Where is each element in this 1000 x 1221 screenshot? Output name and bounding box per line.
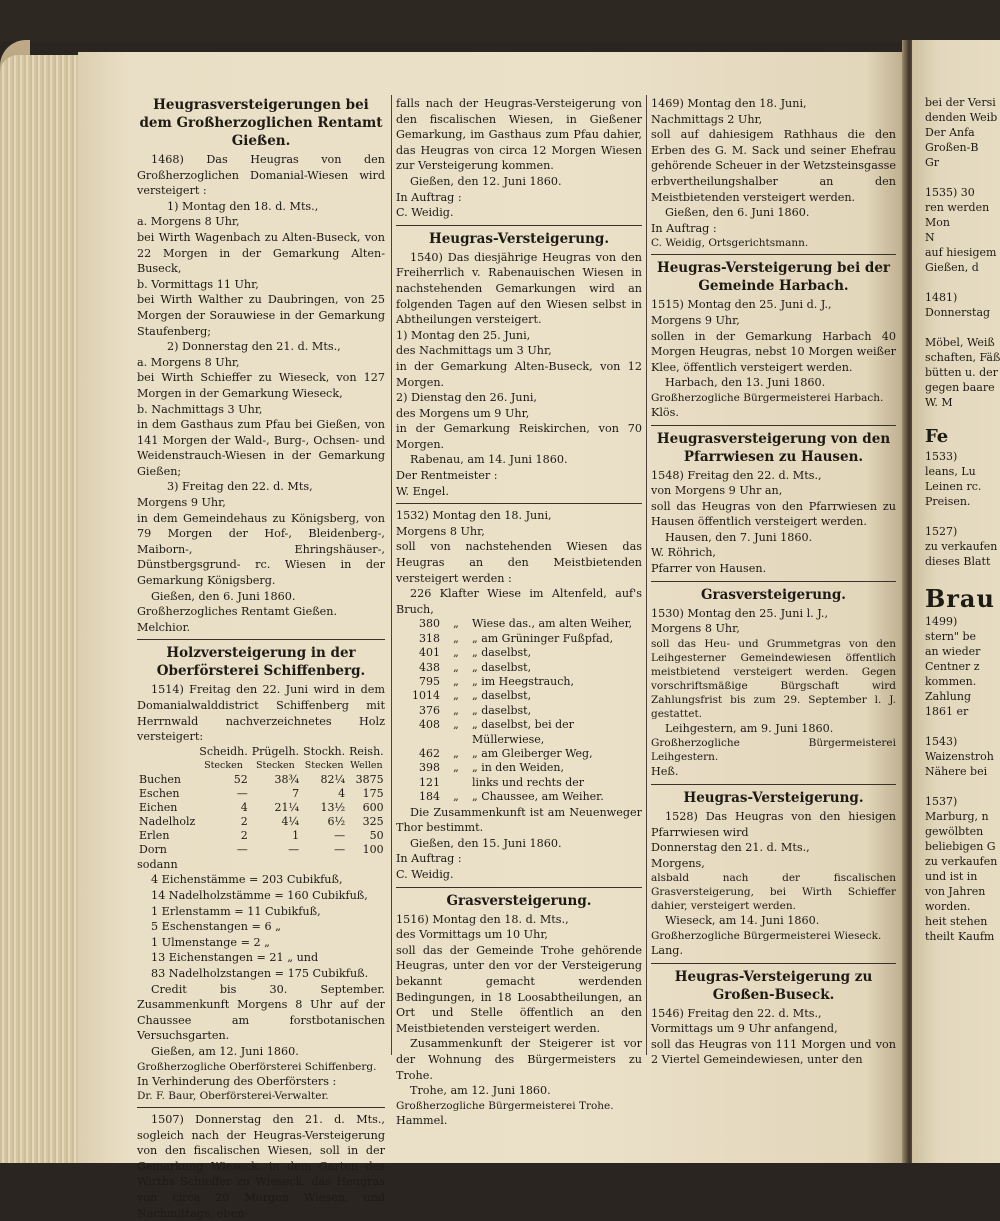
table-cell: 3875 [355, 772, 384, 786]
facing-page-line: heit stehen [925, 915, 988, 928]
authority: Großherzogliche Bürgermeisterei Harbach. [651, 391, 884, 404]
facing-page-line: Mon [925, 216, 950, 229]
notice-1469: 1469) Montag den 18. Juni, [651, 97, 807, 110]
table-row [137, 801, 386, 815]
item-text: soll das Heu- und Grummetgras von den Leihgesterner Gemeindewiesen öffentlich meistbietend versteigert werden. Gegen vorschriftsmäßige Bürgschaft wird Zahlungsfrist bis zum 29. September l. J. gestattet. [651, 637, 896, 720]
separator [137, 1107, 385, 1108]
separator [651, 425, 896, 426]
table-cell: „ [453, 703, 459, 717]
signature: Melchior. [137, 620, 191, 634]
table-row [137, 787, 386, 801]
heading-grossen-buseck: Heugras-Versteigerung zu Großen-Buseck. [674, 968, 873, 1003]
separator [137, 639, 385, 640]
table-cell: 2 [240, 828, 248, 842]
table-cell: Stecken [204, 759, 243, 771]
item-text: 14 Nadelholzstämme = 160 Cubikfuß, [151, 888, 368, 902]
table-cell: Nadelholz [139, 814, 196, 828]
signature: Dr. F. Baur, Oberförsterei-Verwalter. [137, 1090, 329, 1103]
item-text: von Morgens 9 Uhr an, [651, 484, 783, 498]
notice-1514: 1514) Freitag den 22. Juni wird in dem Domanialwalddistrict Schiffenberg mit Herrnwald nachverzeichnetes Holz versteigert: [137, 683, 385, 744]
column-divider [391, 95, 392, 1055]
table-cell: 52 [233, 772, 248, 786]
facing-page-line: 1861 er [925, 705, 969, 718]
facing-page-line: W. M [925, 396, 953, 409]
table-cell: „ am Gleiberger Weg, [472, 747, 593, 761]
table-cell: 13½ [320, 800, 346, 814]
table-cell: 4 [240, 800, 248, 814]
table-cell: 2 [240, 814, 248, 828]
table-cell: 4¼ [281, 814, 300, 828]
table-cell: „ [453, 718, 459, 732]
facing-page-line: Preisen. [925, 495, 971, 508]
notice-1528: 1528) Das Heugras von den hiesigen Pfarrwiesen wird [651, 810, 896, 839]
table-cell: — [334, 828, 346, 842]
table-cell: 6½ [327, 814, 346, 828]
facing-page-line: Zahlung [925, 690, 972, 703]
item-text: alsbald nach der fiscalischen Grasversteigerung, bei Wirth Schieffer dahier, versteigert werden. [651, 872, 896, 913]
table-cell: „ [453, 617, 459, 631]
table-cell: 4 [338, 786, 346, 800]
table-cell: — [334, 842, 346, 856]
item-text: Nachmittags 2 Uhr, [651, 112, 763, 126]
facing-page-line: Centner z [925, 660, 980, 673]
table-cell [137, 745, 197, 759]
table-row [137, 773, 386, 787]
item-text: des Vormittags um 10 Uhr, [396, 928, 548, 942]
table-cell: Eschen [139, 786, 180, 800]
table-cell: 376 [419, 703, 440, 717]
signature: C. Weidig. [396, 206, 454, 220]
table-cell: „ [453, 761, 459, 775]
facing-page-line: Brau [925, 584, 995, 613]
signature: Klös. [651, 405, 679, 419]
table-cell: Erlen [139, 828, 170, 842]
separator [396, 503, 642, 504]
facing-page-line: Donnerstag [925, 306, 991, 319]
table-cell: 50 [369, 828, 384, 842]
table-cell: 600 [362, 800, 384, 814]
table-cell: 184 [419, 790, 440, 804]
table-cell: 795 [419, 675, 440, 689]
notice-1540: 1540) Das diesjährige Heugras von den Freiherrlich v. Rabenauischen Wiesen in nachstehenden Gemarkungen wird an folgenden Tagen auf den Wiesen selbst in Abtheilungen versteigert. [396, 250, 642, 327]
facing-page-line [925, 275, 1000, 290]
signature: C. Weidig. [396, 868, 454, 882]
item-text: Credit bis 30. September. Zusammenkunft Morgens 8 Uhr auf der Chaussee am forstbotanischen Versuchsgarten. [137, 982, 385, 1043]
item-text: soll von nachstehenden Wiesen das Heugras an den Meistbietenden versteigert werden : [396, 540, 642, 585]
notice-1515: 1515) Montag den 25. Juni d. J., [651, 298, 832, 312]
facing-page-line: leans, Lu [925, 465, 976, 478]
table-cell: 1 [292, 828, 300, 842]
facing-page-line: denden Weib [925, 111, 998, 124]
date-line: Leihgestern, am 9. Juni 1860. [665, 721, 834, 735]
table-cell: „ daselbst, [472, 703, 532, 717]
item-text: soll auf dahiesigem Rathhaus die den Erben des G. M. Sack und seiner Ehefrau gehörende Scheuer in der Wetzsteinsgasse erbvertheilungshalber an den Meistbietenden versteigert werden. [651, 128, 896, 204]
facing-page-line: an wieder [925, 645, 981, 658]
facing-page-line [925, 410, 1000, 425]
facing-page-line: zu verkaufen [925, 855, 998, 868]
date-line: Gießen, am 12. Juni 1860. [151, 1044, 299, 1058]
signature: Pfarrer von Hausen. [651, 562, 767, 576]
date-line: Gießen, den 15. Juni 1860. [410, 836, 562, 850]
item-text: b. Vormittags 11 Uhr, [137, 277, 259, 291]
dark-background [0, 0, 1000, 42]
item-text: In Auftrag : [396, 190, 462, 204]
facing-page-line [925, 509, 1000, 524]
facing-page-line: bei der Versi [925, 96, 996, 109]
item-text: soll das Heugras von den Pfarrwiesen zu Hausen öffentlich versteigert werden. [651, 499, 896, 529]
item-text: Morgens 8 Uhr, [396, 524, 485, 538]
signature: W. Engel. [396, 484, 449, 498]
table-row [137, 829, 386, 843]
wood-table [137, 745, 386, 857]
date-line: Gießen, den 6. Juni 1860. [665, 206, 810, 220]
facing-page-line: Waizenstroh [925, 750, 994, 763]
notice-1507: 1507) Donnerstag den 21. d. Mts., sogleich nach der Heugras-Versteigerung von den fiscalischen Wiesen, soll in der Gemarkung Wieseck, in dem Garten des Wirths Schieffer zu Wieseck, das Heugras von circa 20 Morgen Wiesen, und Nachmittags, eben- [137, 1113, 385, 1220]
item-text: bei Wirth Wagenbach zu Alten-Buseck, von 22 Morgen in der Gemarkung Alten-Buseck, [137, 230, 385, 276]
date-line: Gießen, den 12. Juni 1860. [410, 174, 562, 188]
table-row [396, 747, 642, 761]
authority: Großherzogliche Bürgermeisterei Wieseck. [651, 930, 882, 942]
signature: Heß. [651, 765, 679, 779]
table-cell: — [288, 842, 300, 856]
date-line: Rabenau, am 14. Juni 1860. [410, 453, 568, 467]
table-cell: Stecken [256, 759, 295, 771]
table-cell: — [236, 842, 248, 856]
facing-page-line: kommen. [925, 675, 977, 688]
date-line: Wieseck, am 14. Juni 1860. [665, 914, 820, 928]
table-row [396, 675, 642, 689]
facing-page-line: beliebigen G [925, 840, 996, 853]
item-text: 4 Eichenstämme = 203 Cubikfuß, [151, 873, 343, 887]
table-cell: „ [453, 790, 459, 804]
date-line: Trohe, am 12. Juni 1860. [410, 1084, 551, 1098]
facing-page-line: 1533) [925, 450, 958, 463]
facing-page-line [925, 779, 1000, 794]
table-cell: „ daselbst, bei der Müllerwiese, [472, 718, 574, 746]
item-text: soll das Heugras von 111 Morgen und von 2 Viertel Gemeindewiesen, unter den [651, 1037, 896, 1067]
table-cell: „ [453, 631, 459, 645]
facing-page-line: schaften, Fäß [925, 351, 1000, 364]
table-row [396, 761, 642, 775]
separator [651, 581, 896, 582]
table-cell: 175 [362, 786, 384, 800]
item-text: a. Morgens 8 Uhr, [137, 215, 240, 229]
item-text: 83 Nadelholzstangen = 175 Cubikfuß. [151, 966, 369, 980]
item-text: 226 Klafter Wiese im Altenfeld, auf's Bruch, [396, 587, 642, 616]
facing-page-line [925, 320, 1000, 335]
date-line: Hausen, den 7. Juni 1860. [665, 530, 813, 544]
item-text: In Auftrag : [651, 221, 717, 235]
table-cell: Dorn [139, 842, 167, 856]
table-cell: — [236, 786, 248, 800]
table-cell: 438 [419, 660, 440, 674]
facing-page-line: 1535) 30 [925, 186, 975, 199]
table-row [396, 646, 642, 660]
separator [651, 784, 896, 785]
separator [396, 887, 642, 888]
item-text: b. Nachmittags 3 Uhr, [137, 402, 263, 416]
table-row [396, 718, 642, 747]
table-cell: Stecken [304, 759, 344, 771]
table-cell: 7 [292, 786, 300, 800]
table-cell: 1014 [412, 689, 440, 703]
table-cell: 318 [419, 631, 440, 645]
separator [651, 963, 896, 964]
table-cell [137, 759, 197, 773]
facing-page-line: Leinen rc. [925, 480, 982, 493]
facing-page-line: 1527) [925, 525, 958, 538]
table-row [396, 790, 642, 804]
facing-page-line: theilt Kaufm [925, 930, 995, 943]
heading-heugras: Heugras-Versteigerung. [428, 230, 610, 247]
table-cell: 82¼ [320, 772, 346, 786]
facing-page-line: Marburg, n [925, 810, 989, 823]
notice-1546: 1546) Freitag den 22. d. Mts., [651, 1006, 822, 1020]
date-line: Gießen, den 6. Juni 1860. [151, 589, 296, 603]
item-text: Morgens 8 Uhr, [651, 622, 740, 636]
column-divider [646, 95, 647, 1055]
table-cell: 100 [362, 842, 384, 856]
table-cell: 408 [419, 718, 440, 732]
item-text: sollen in der Gemarkung Harbach 40 Morgen Heugras, nebst 10 Morgen weißer Klee, öffentlich versteigert werden. [651, 329, 896, 374]
facing-page-line: Gr [925, 156, 940, 169]
item-text: 1 Ulmenstange = 2 „ [151, 935, 270, 949]
table-cell: „ Chaussee, am Weiher. [472, 790, 604, 804]
item-text: des Morgens um 9 Uhr, [396, 406, 530, 420]
table-cell: 38¾ [274, 772, 300, 786]
table-cell: „ in den Weiden, [472, 761, 564, 775]
facing-page-line: dieses Blatt [925, 555, 991, 568]
facing-page-line: 1499) [925, 615, 958, 628]
facing-page-line: Großen-B [925, 141, 979, 154]
table-cell [442, 776, 470, 790]
item-text: In Auftrag : [396, 852, 462, 866]
facing-page-line: Möbel, Weiß [925, 336, 995, 349]
signature: C. Weidig, Ortsgerichtsmann. [651, 237, 809, 250]
item-text: 1) Montag den 25. Juni, [396, 328, 531, 342]
signature: W. Röhrich, [651, 546, 716, 560]
column-1 [137, 96, 385, 1221]
table-row [396, 776, 642, 790]
item-text: Morgens 9 Uhr, [137, 496, 226, 510]
facing-page-line: Fe [925, 426, 949, 447]
item-text: in der Gemarkung Alten-Buseck, von 12 Morgen. [396, 359, 642, 389]
separator [651, 254, 896, 255]
item-text: a. Morgens 8 Uhr, [137, 355, 240, 369]
lots-table [396, 617, 642, 804]
item-text: Die Zusammenkunft ist am Neuenweger Thor bestimmt. [396, 805, 642, 835]
table-row [396, 617, 642, 631]
item-text: in dem Gemeindehaus zu Königsberg, von 79 Morgen der Hof-, Bleidenberg-, Maiborn-, Ehringshäuser-, Dünstbergsgrund- rc. Wiesen in der Gemarkung Königsberg. [137, 511, 385, 588]
table-cell: „ [453, 646, 459, 660]
facing-page-line: Nähere bei [925, 765, 988, 778]
item-text: 2) Donnerstag den 21. d. Mts., [167, 340, 341, 354]
item-text: bei Wirth Schieffer zu Wieseck, von 127 Morgen in der Gemarkung Wieseck, [137, 371, 385, 400]
item-text: Der Rentmeister : [396, 469, 498, 483]
facing-page-text [925, 95, 1000, 944]
facing-page-line: auf hiesigem [925, 246, 997, 259]
item-text: Morgens 9 Uhr, [651, 313, 740, 327]
table-row [137, 815, 386, 829]
signature: Hammel. [396, 1113, 448, 1127]
heading-holz: Holzversteigerung in der Oberförsterei Schiffenberg. [156, 645, 366, 680]
notice-1468: 1468) Das Heugras von den Großherzoglichen Domanial-Wiesen wird versteigert : [137, 153, 385, 198]
table-cell: „ daselbst, [472, 689, 532, 703]
item-text: 3) Freitag den 22. d. Mts, [167, 480, 313, 494]
authority: Großherzogliche Bürgermeisterei Leihgestern. [651, 737, 896, 764]
item-text: in der Gemarkung Reiskirchen, von 70 Morgen. [396, 422, 642, 451]
table-row [396, 661, 642, 675]
table-cell: „ [453, 660, 459, 674]
item-text: 5 Eschenstangen = 6 „ [151, 920, 281, 934]
facing-page-line: gewölbten [925, 825, 984, 838]
facing-page-line: worden. [925, 900, 971, 913]
facing-page-line [925, 719, 1000, 734]
item-text: 1 Erlenstamm = 11 Cubikfuß, [151, 904, 321, 918]
heading-gras: Grasversteigerung. [446, 892, 592, 909]
table-cell: Wellen [350, 759, 383, 771]
table-cell: Buchen [139, 772, 182, 786]
item-text: 13 Eichenstangen = 21 „ und [151, 951, 319, 965]
item-text: Vormittags um 9 Uhr anfangend, [651, 1022, 838, 1036]
table-cell: 401 [419, 646, 440, 660]
item-text: Donnerstag den 21. d. Mts., [651, 841, 810, 855]
table-cell: „ daselbst, [472, 646, 532, 660]
column-3 [651, 96, 896, 1068]
authority: Großherzogliches Rentamt Gießen. [137, 605, 338, 619]
item-text: bei Wirth Walther zu Daubringen, von 25 Morgen der Sorauwiese in der Gemarkung Staufenberg; [137, 293, 385, 338]
column-2 [396, 96, 642, 1128]
item-text: 1) Montag den 18. d. Mts., [167, 199, 319, 213]
facing-page-line: von Jahren [925, 885, 986, 898]
table-cell: „ im Heegstrauch, [472, 675, 575, 689]
facing-page-line: stern" be [925, 630, 977, 643]
separator [396, 225, 642, 226]
table-cell: 21¼ [274, 800, 300, 814]
item-text: in dem Gasthaus zum Pfau bei Gießen, von 141 Morgen der Wald-, Burg-, Ochsen- und Weidenstrauch-Wiesen in der Gemarkung Gießen; [137, 418, 385, 478]
table-cell: „ [453, 747, 459, 761]
facing-page-line [925, 569, 1000, 584]
table-cell: 325 [362, 814, 384, 828]
table-cell: 380 [419, 617, 440, 631]
table-row [396, 704, 642, 718]
item-text: falls nach der Heugras-Versteigerung von den fiscalischen Wiesen, in Gießener Gemarkung, im Gasthaus zum Pfau dahier, das Heugras von circa 12 Morgen Wiesen zur Versteigerung kommen. [396, 97, 642, 173]
facing-page-line: gegen baare [925, 381, 995, 394]
table-row [396, 632, 642, 646]
notice-1532: 1532) Montag den 18. Juni, [396, 509, 552, 523]
facing-page-line: Gießen, d [925, 261, 979, 274]
facing-page-line: und ist in [925, 870, 978, 883]
table-cell: Scheidh. [199, 744, 248, 758]
authority: Großherzogliche Oberförsterei Schiffenberg. [137, 1060, 377, 1073]
table-cell: links und rechts der [472, 775, 585, 789]
facing-page-line: 1543) [925, 735, 958, 748]
table-cell: Stockh. [303, 744, 346, 758]
table-cell: „ am Grüninger Fußpfad, [472, 631, 614, 645]
item-text: In Verhinderung des Oberförsters : [137, 1074, 337, 1088]
facing-page-line: zu verkaufen [925, 540, 998, 553]
table-row [396, 689, 642, 703]
page-edges [0, 55, 80, 1163]
heading-grasversteigerung: Grasversteigerung. [701, 586, 846, 603]
table-cell: 398 [419, 761, 440, 775]
notice-1548: 1548) Freitag den 22. d. Mts., [651, 468, 822, 482]
signature: Lang. [651, 944, 684, 957]
item-text: des Nachmittags um 3 Uhr, [396, 344, 552, 358]
facing-page-line [925, 170, 1000, 185]
item-text: Zusammenkunft der Steigerer ist vor der Wohnung des Bürgermeisters zu Trohe. [396, 1037, 642, 1082]
item-text: 2) Dienstag den 26. Juni, [396, 391, 537, 405]
item-text: sodann [137, 857, 178, 871]
heading-rentamt: Heugrasversteigerungen bei dem Großherzoglichen Rentamt Gießen. [139, 97, 383, 149]
facing-page-line: Der Anfa [925, 126, 975, 139]
heading-wieseck: Heugras-Versteigerung. [683, 790, 864, 807]
heading-harbach: Heugras-Versteigerung bei der Gemeinde Harbach. [656, 260, 891, 295]
table-cell: 462 [419, 747, 440, 761]
notice-1530: 1530) Montag den 25. Juni l. J., [651, 606, 829, 620]
facing-page-line: 1481) [925, 291, 958, 304]
heading-hausen: Heugrasversteigerung von den Pfarrwiesen zu Hausen. [656, 430, 891, 465]
facing-page-line: bütten u. der [925, 366, 998, 379]
notice-1516: 1516) Montag den 18. d. Mts., [396, 912, 569, 926]
item-text: Morgens, [651, 856, 705, 870]
table-cell: Wiese das., am alten Weiher, [472, 617, 633, 631]
table-cell: Reish. [349, 744, 384, 758]
table-cell: Eichen [139, 800, 178, 814]
table-cell: „ [453, 689, 459, 703]
authority: Großherzogliche Bürgermeisterei Trohe. [396, 1099, 614, 1112]
facing-page-line: 1537) [925, 795, 958, 808]
item-text: soll das der Gemeinde Trohe gehörende Heugras, unter den vor der Versteigerung bekannt gemacht werdenden Bedingungen, in 18 Loosabtheilungen, an Ort und Stelle öffentlich an den Meistbietenden versteigert werden. [396, 943, 642, 1035]
table-cell: Prügelh. [251, 744, 300, 758]
table-cell: „ [453, 675, 459, 689]
facing-page-line: ren werden [925, 201, 990, 214]
table-cell: „ daselbst, [472, 660, 532, 674]
facing-page-line: N [925, 231, 935, 244]
table-row [137, 843, 386, 857]
date-line: Harbach, den 13. Juni 1860. [665, 376, 826, 390]
table-cell: 121 [419, 775, 440, 789]
